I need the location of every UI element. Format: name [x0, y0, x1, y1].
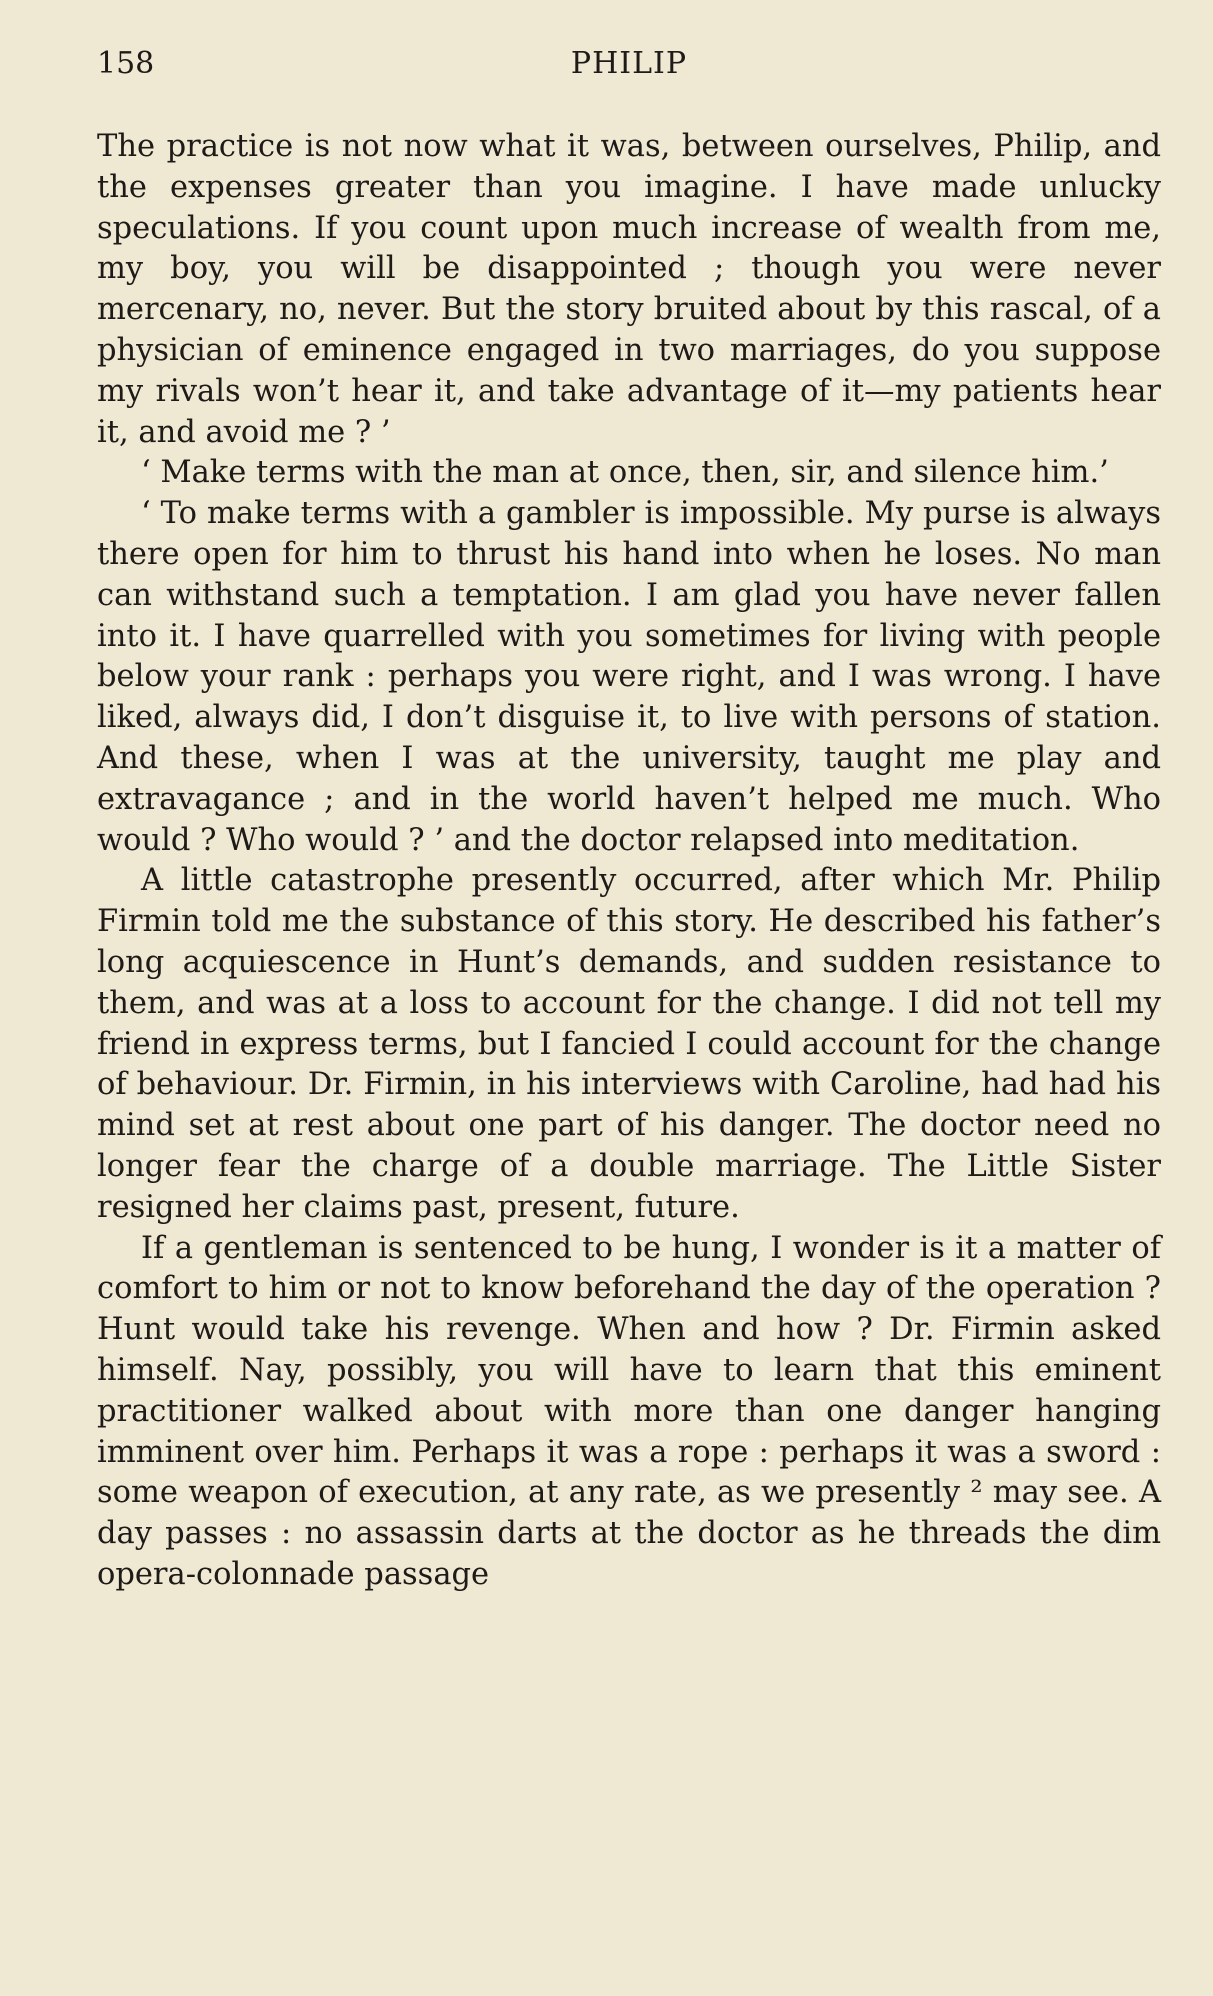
page-header	[97, 44, 1161, 84]
paragraph-1: The practice is not now what it was, between ourselves, Philip, and the expenses greater than you imagine. I have made unlucky speculations. If you count upon much increase of wealth from me, my boy, you will be disappointed ; though you were never mercenary, no, never. But the story bruited about by this rascal, of a physician of eminence engaged in two marriages, do you suppose my rivals won’t hear it, and take advantage of it—my patients hear it, and avoid me ? ’	[97, 129, 1161, 450]
page-number: 158	[97, 46, 155, 81]
paragraph-3: ‘ To make terms with a gambler is impossible. My purse is always there open for him to thrust his hand into when he loses. No man can withstand such a temptation. I am glad you have never fallen into it. I have quarrelled with you sometimes for living with people below your rank : perhaps you were right, and I was wrong. I have liked, always did, I don’t disguise it, to live with persons of station. And these, when I was at the university, taught me play and extravagance ; and in the world haven’t helped me much. Who would ? Who would ? ’ and the doctor relapsed into meditation.	[97, 496, 1161, 858]
running-head: PHILIP	[570, 46, 688, 81]
body-text	[97, 127, 1161, 1596]
paragraph-2: ‘ Make terms with the man at once, then, sir, and silence him.’	[141, 455, 1109, 491]
paragraph-5: If a gentleman is sentenced to be hung, I wonder is it a matter of comfort to him or not to know beforehand the day of the operation ? Hunt would take his revenge. When and how ? Dr. Firmin asked himself. Nay, possibly, you will have to learn that this eminent practitioner walked about with more than one danger hanging imminent over him. Perhaps it was a rope : perhaps it was a sword : some weapon of execution, at any rate, as we presently ² may see. A day passes : no assassin darts at the doctor as he threads the dim opera-colonnade passage	[97, 1230, 1161, 1592]
paragraph-4: A little catastrophe presently occurred, after which Mr. Philip Firmin told me the substance of this story. He described his father’s long acquiescence in Hunt’s demands, and sudden resistance to them, and was at a loss to account for the change. I did not tell my friend in express terms, but I fancied I could account for the change of behaviour. Dr. Firmin, in his interviews with Caroline, had had his mind set at rest about one part of his danger. The doctor need no longer fear the charge of a double marriage. The Little Sister resigned her claims past, present, future.	[97, 863, 1161, 1225]
